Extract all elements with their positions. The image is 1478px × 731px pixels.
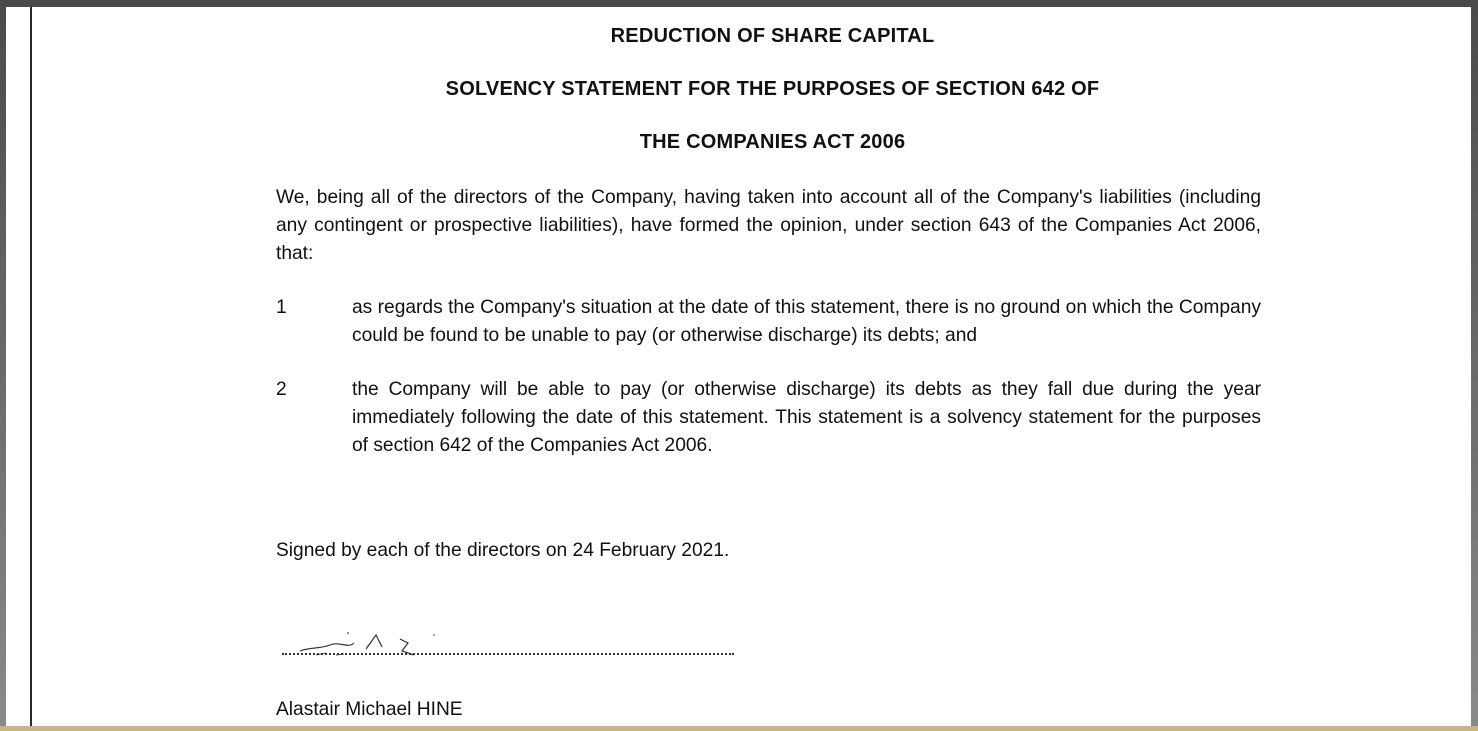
intro-paragraph: We, being all of the directors of the Company, having taken into account all of the Company's liabilities (including any contingent or prospective liabilities), have formed the opinion, under section 643 of the Companies Act 2006, that: bbox=[276, 187, 1261, 264]
viewer-bottom-bar bbox=[0, 726, 1478, 731]
clause-1 bbox=[276, 294, 1261, 350]
heading-companies-act: THE COMPANIES ACT 2006 bbox=[639, 131, 906, 153]
signature-image bbox=[296, 625, 456, 665]
clause-text: the Company will be able to pay (or otherwise discharge) its debts as they fall due during the year immediately following the date of this statement. This statement is a solvency statement for the purposes of section 642 of the Companies Act 2006. bbox=[352, 379, 1261, 456]
signed-date-line: Signed by each of the directors on 24 February 2021. bbox=[276, 540, 730, 561]
clause-text: as regards the Company's situation at the date of this statement, there is no ground on which the Company could be found to be unable to pay (or otherwise discharge) its debts; and bbox=[352, 297, 1261, 346]
heading-solvency-statement: SOLVENCY STATEMENT FOR THE PURPOSES OF SECTION 642 OF bbox=[445, 78, 1100, 100]
heading-reduction-of-share-capital: REDUCTION OF SHARE CAPITAL bbox=[610, 25, 935, 47]
signature-dotted-line bbox=[282, 653, 734, 655]
clause-number: 2 bbox=[276, 379, 287, 400]
document-page[interactable] bbox=[6, 7, 1471, 726]
clause-2 bbox=[276, 376, 1261, 460]
clause-number: 1 bbox=[276, 297, 287, 318]
page-margin-rule bbox=[30, 7, 32, 726]
signatory-name: Alastair Michael HINE bbox=[276, 699, 463, 720]
